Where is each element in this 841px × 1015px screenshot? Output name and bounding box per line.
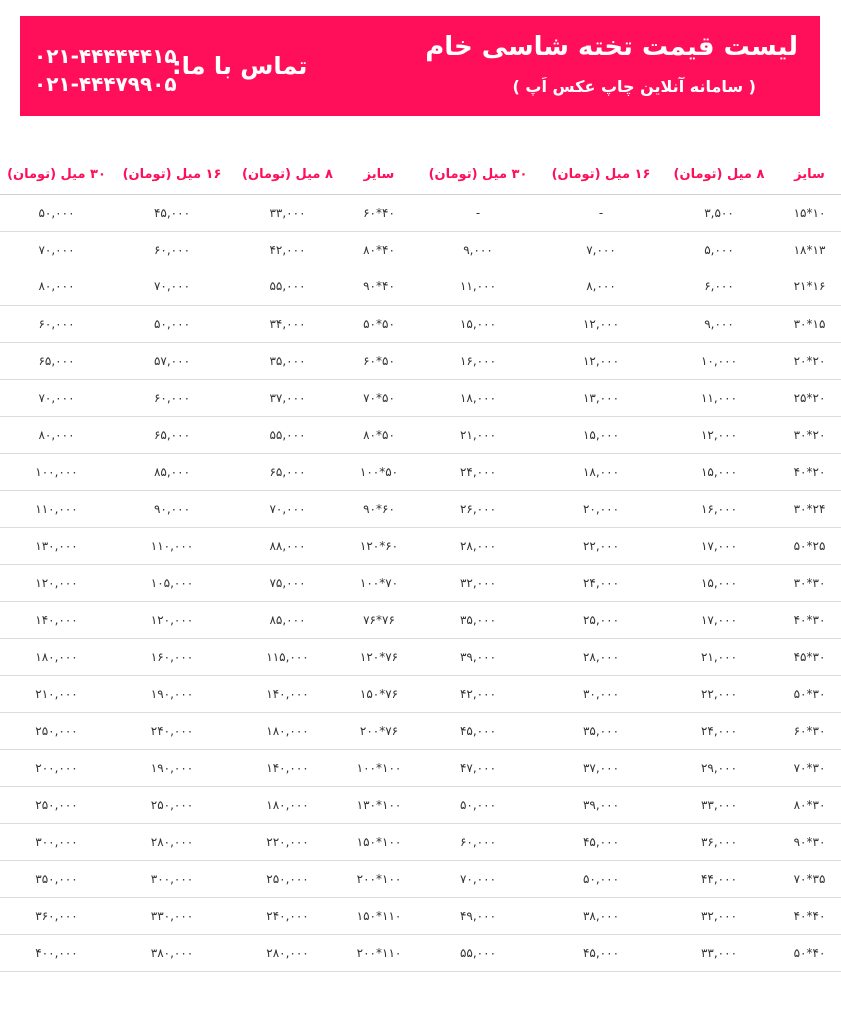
cell-16mm-price: ۵۷,۰۰۰	[113, 342, 231, 379]
cell-size: ۲۰*۲۰	[778, 342, 841, 379]
cell-8mm-price: ۴۴,۰۰۰	[660, 860, 778, 897]
cell-8mm-price: ۱۷,۰۰۰	[660, 601, 778, 638]
cell-16mm-price: ۱۹۰,۰۰۰	[113, 675, 231, 712]
cell-size: ۱۰۰*۲۰۰	[344, 860, 414, 897]
table-row	[0, 490, 841, 527]
cell-8mm-price: ۱۶,۰۰۰	[660, 490, 778, 527]
cell-size: ۱۱۰*۲۰۰	[344, 934, 414, 971]
cell-8mm-price: ۲۸۰,۰۰۰	[231, 934, 344, 971]
cell-8mm-price: ۷۵,۰۰۰	[231, 564, 344, 601]
cell-16mm-price: ۱۲,۰۰۰	[542, 305, 660, 342]
cell-8mm-price: ۶۵,۰۰۰	[231, 453, 344, 490]
table-row	[0, 453, 841, 490]
cell-30mm-price: ۴۵,۰۰۰	[414, 712, 542, 749]
cell-30mm-price: ۵۰,۰۰۰	[0, 194, 113, 231]
cell-16mm-price: ۳۵,۰۰۰	[542, 712, 660, 749]
cell-size: ۲۴*۳۰	[778, 490, 841, 527]
cell-30mm-price: ۱۵,۰۰۰	[414, 305, 542, 342]
cell-size: ۵۰*۷۰	[344, 379, 414, 416]
column-header-16mm: ۱۶ میل (تومان)	[542, 156, 660, 194]
cell-30mm-price: ۳۵۰,۰۰۰	[0, 860, 113, 897]
cell-8mm-price: ۳۵,۰۰۰	[231, 342, 344, 379]
page-subtitle: ( سامانه آنلاین چاپ عکس اَپ )	[512, 77, 756, 96]
cell-size: ۲۵*۵۰	[778, 527, 841, 564]
table-row	[0, 749, 841, 786]
table-row	[0, 860, 841, 897]
column-header-30mm: ۳۰ میل (تومان)	[0, 156, 113, 194]
cell-size: ۵۰*۶۰	[344, 342, 414, 379]
cell-16mm-price: ۳۹,۰۰۰	[542, 786, 660, 823]
table-row	[0, 527, 841, 564]
price-table	[0, 156, 841, 972]
cell-size: ۴۰*۸۰	[363, 242, 395, 257]
cell-size: ۳۰*۹۰	[778, 823, 841, 860]
cell-16mm-price: ۳۸۰,۰۰۰	[113, 934, 231, 971]
cell-16mm-price: ۶۰,۰۰۰	[113, 379, 231, 416]
cell-16mm-price: ۷۰,۰۰۰	[113, 268, 231, 305]
cell-8mm-price: ۱۵,۰۰۰	[660, 453, 778, 490]
cell-size: ۵۰*۵۰	[344, 305, 414, 342]
cell-8mm-price: ۳۶,۰۰۰	[660, 823, 778, 860]
cell-size: ۴۰*۵۰	[778, 934, 841, 971]
cell-30mm-price: ۳۹,۰۰۰	[414, 638, 542, 675]
cell-8mm-price: ۳,۵۰۰	[660, 194, 778, 231]
cell-16mm-price: ۳۸,۰۰۰	[542, 897, 660, 934]
cell-size: ۳۰*۶۰	[778, 712, 841, 749]
cell-16mm-price: ۱۹۰,۰۰۰	[113, 749, 231, 786]
cell-30mm-price: ۸۰,۰۰۰	[0, 416, 113, 453]
cell-size: ۶۰*۱۲۰	[344, 527, 414, 564]
cell-30mm-price: ۵۰,۰۰۰	[414, 786, 542, 823]
cell-30mm-price: ۲۸,۰۰۰	[414, 527, 542, 564]
cell-30mm-price: ۳۲,۰۰۰	[414, 564, 542, 601]
cell-16mm-price: -	[542, 194, 660, 231]
cell-16mm-price: ۳۰,۰۰۰	[542, 675, 660, 712]
cell-size: ۲۰*۲۵	[778, 379, 841, 416]
cell-30mm-price: ۴۲,۰۰۰	[414, 675, 542, 712]
cell-16mm-price: ۶۰,۰۰۰	[153, 242, 191, 257]
cell-16mm-price: ۲۵,۰۰۰	[542, 601, 660, 638]
cell-8mm-price: ۲۱,۰۰۰	[660, 638, 778, 675]
cell-size: ۷۰*۱۰۰	[344, 564, 414, 601]
cell-8mm-price: ۱۱,۰۰۰	[660, 379, 778, 416]
cell-30mm-price: ۴۷,۰۰۰	[414, 749, 542, 786]
cell-8mm-price: ۵۵,۰۰۰	[231, 268, 344, 305]
cell-16mm-price: ۴۵,۰۰۰	[542, 823, 660, 860]
column-header-size: سایز	[344, 156, 414, 194]
cell-8mm-price: ۹,۰۰۰	[660, 305, 778, 342]
cell-8mm-price: ۲۴,۰۰۰	[660, 712, 778, 749]
cell-30mm-price: ۲۱۰,۰۰۰	[0, 675, 113, 712]
cell-size: ۷۶*۷۶	[344, 601, 414, 638]
cell-16mm-price: ۱۶۰,۰۰۰	[113, 638, 231, 675]
cell-30mm-price: ۲۰۰,۰۰۰	[0, 749, 113, 786]
cell-30mm-price: ۴۹,۰۰۰	[414, 897, 542, 934]
table-row	[0, 934, 841, 971]
cell-8mm-price: ۶,۰۰۰	[660, 268, 778, 305]
cell-8mm-price: ۳۴,۰۰۰	[231, 305, 344, 342]
cell-30mm-price: ۲۶,۰۰۰	[414, 490, 542, 527]
table-row	[0, 564, 841, 601]
cell-8mm-price: ۱۷,۰۰۰	[660, 527, 778, 564]
cell-30mm-price: ۳۰۰,۰۰۰	[0, 823, 113, 860]
cell-30mm-price: ۶۰,۰۰۰	[0, 305, 113, 342]
table-row	[0, 416, 841, 453]
cell-8mm-price: ۸۸,۰۰۰	[231, 527, 344, 564]
cell-30mm-price: ۱۱۰,۰۰۰	[0, 490, 113, 527]
cell-16mm-price: ۲۵۰,۰۰۰	[113, 786, 231, 823]
cell-30mm-price: ۲۴,۰۰۰	[414, 453, 542, 490]
table-row	[0, 675, 841, 712]
cell-8mm-price: ۵,۰۰۰	[704, 242, 734, 257]
cell-30mm-price: ۵۵,۰۰۰	[414, 934, 542, 971]
cell-8mm-price: ۲۲,۰۰۰	[660, 675, 778, 712]
cell-30mm-price: ۷۰,۰۰۰	[38, 242, 75, 257]
cell-16mm-price: ۴۵,۰۰۰	[113, 194, 231, 231]
cell-size: ۱۰۰*۱۵۰	[344, 823, 414, 860]
cell-8mm-price: ۱۱۵,۰۰۰	[231, 638, 344, 675]
cell-16mm-price: ۱۸,۰۰۰	[542, 453, 660, 490]
cell-16mm-price: ۲۴۰,۰۰۰	[113, 712, 231, 749]
cell-30mm-price: ۳۵,۰۰۰	[414, 601, 542, 638]
cell-16mm-price: ۳۳۰,۰۰۰	[113, 897, 231, 934]
table-row	[0, 379, 841, 416]
cell-8mm-price: ۱۵,۰۰۰	[660, 564, 778, 601]
cell-size: ۴۰*۶۰	[344, 194, 414, 231]
cell-30mm-price: ۱۲۰,۰۰۰	[0, 564, 113, 601]
table-row	[0, 342, 841, 379]
cell-16mm-price: ۳۰۰,۰۰۰	[113, 860, 231, 897]
cell-16mm-price: ۶۵,۰۰۰	[113, 416, 231, 453]
cell-30mm-price: ۱۶,۰۰۰	[414, 342, 542, 379]
cell-8mm-price: ۳۳,۰۰۰	[660, 934, 778, 971]
cell-30mm-price: ۶۰,۰۰۰	[414, 823, 542, 860]
cell-size: ۳۰*۴۵	[778, 638, 841, 675]
cell-8mm-price: ۱۴۰,۰۰۰	[231, 675, 344, 712]
cell-8mm-price: ۳۲,۰۰۰	[660, 897, 778, 934]
cell-30mm-price: ۲۵۰,۰۰۰	[0, 712, 113, 749]
cell-30mm-price: ۱۸,۰۰۰	[414, 379, 542, 416]
cell-30mm-price: -	[414, 194, 542, 231]
cell-16mm-price: ۲۸,۰۰۰	[542, 638, 660, 675]
cell-8mm-price: ۳۷,۰۰۰	[231, 379, 344, 416]
cell-size: ۵۰*۱۰۰	[344, 453, 414, 490]
cell-16mm-price: ۲۸۰,۰۰۰	[113, 823, 231, 860]
cell-16mm-price: ۱۵,۰۰۰	[542, 416, 660, 453]
cell-8mm-price: ۳۳,۰۰۰	[231, 194, 344, 231]
cell-16mm-price: ۵۰,۰۰۰	[542, 860, 660, 897]
cell-16mm-price: ۱۰۵,۰۰۰	[113, 564, 231, 601]
price-table-body	[0, 194, 841, 971]
table-row	[0, 231, 841, 268]
cell-16mm-price: ۵۰,۰۰۰	[113, 305, 231, 342]
cell-30mm-price: ۹,۰۰۰	[463, 242, 493, 257]
cell-8mm-price: ۲۹,۰۰۰	[660, 749, 778, 786]
cell-8mm-price: ۱۸۰,۰۰۰	[231, 712, 344, 749]
cell-8mm-price: ۱۰,۰۰۰	[660, 342, 778, 379]
table-row	[0, 601, 841, 638]
cell-8mm-price: ۱۴۰,۰۰۰	[231, 749, 344, 786]
table-row	[0, 786, 841, 823]
cell-8mm-price: ۳۳,۰۰۰	[660, 786, 778, 823]
phone-number-2: ۰۲۱-۴۴۴۷۹۹۰۵	[34, 72, 177, 96]
cell-8mm-price: ۱۲,۰۰۰	[660, 416, 778, 453]
header-banner	[20, 16, 820, 116]
cell-8mm-price: ۲۴۰,۰۰۰	[231, 897, 344, 934]
table-row	[0, 823, 841, 860]
cell-8mm-price: ۸۵,۰۰۰	[231, 601, 344, 638]
cell-30mm-price: ۳۶۰,۰۰۰	[0, 897, 113, 934]
phone-number-1: ۰۲۱-۴۴۴۴۴۴۱۵	[34, 44, 177, 68]
cell-size: ۷۶*۲۰۰	[344, 712, 414, 749]
cell-30mm-price: ۲۵۰,۰۰۰	[0, 786, 113, 823]
cell-size: ۳۰*۵۰	[778, 675, 841, 712]
cell-size: ۳۰*۸۰	[778, 786, 841, 823]
table-row	[0, 305, 841, 342]
table-row	[0, 194, 841, 231]
cell-size: ۷۶*۱۲۰	[344, 638, 414, 675]
cell-size: ۱۶*۲۱	[778, 268, 841, 305]
cell-30mm-price: ۷۰,۰۰۰	[0, 379, 113, 416]
column-header-8mm: ۸ میل (تومان)	[660, 156, 778, 194]
cell-size: ۱۵*۳۰	[778, 305, 841, 342]
cell-size: ۴۰*۴۰	[778, 897, 841, 934]
cell-16mm-price: ۸۵,۰۰۰	[113, 453, 231, 490]
cell-size: ۳۰*۴۰	[778, 601, 841, 638]
cell-16mm-price: ۸,۰۰۰	[542, 268, 660, 305]
cell-30mm-price: ۲۱,۰۰۰	[414, 416, 542, 453]
cell-16mm-price: ۳۷,۰۰۰	[542, 749, 660, 786]
cell-30mm-price: ۱۰۰,۰۰۰	[0, 453, 113, 490]
cell-8mm-price: ۲۲۰,۰۰۰	[231, 823, 344, 860]
cell-16mm-price: ۹۰,۰۰۰	[113, 490, 231, 527]
column-header-8mm: ۸ میل (تومان)	[231, 156, 344, 194]
cell-16mm-price: ۱۲,۰۰۰	[542, 342, 660, 379]
cell-16mm-price: ۲۴,۰۰۰	[542, 564, 660, 601]
column-header-30mm: ۳۰ میل (تومان)	[414, 156, 542, 194]
contact-label: تماس با ما:	[172, 52, 308, 80]
cell-size: ۱۰۰*۱۰۰	[344, 749, 414, 786]
cell-size: ۲۰*۳۰	[778, 416, 841, 453]
cell-8mm-price: ۵۵,۰۰۰	[231, 416, 344, 453]
cell-size: ۳۰*۷۰	[778, 749, 841, 786]
cell-size: ۴۰*۹۰	[344, 268, 414, 305]
cell-size: ۱۰۰*۱۳۰	[344, 786, 414, 823]
cell-30mm-price: ۷۰,۰۰۰	[414, 860, 542, 897]
cell-size: ۱۳*۱۸	[793, 242, 826, 257]
cell-size: ۱۰*۱۵	[778, 194, 841, 231]
cell-16mm-price: ۴۵,۰۰۰	[542, 934, 660, 971]
cell-size: ۱۱۰*۱۵۰	[344, 897, 414, 934]
cell-30mm-price: ۱۱,۰۰۰	[414, 268, 542, 305]
table-header-row	[0, 156, 841, 194]
cell-size: ۳۰*۳۰	[778, 564, 841, 601]
cell-8mm-price: ۱۸۰,۰۰۰	[231, 786, 344, 823]
cell-size: ۶۰*۹۰	[344, 490, 414, 527]
column-header-size: سایز	[778, 156, 841, 194]
cell-30mm-price: ۱۴۰,۰۰۰	[0, 601, 113, 638]
cell-16mm-price: ۷,۰۰۰	[586, 242, 616, 257]
cell-8mm-price: ۴۲,۰۰۰	[269, 242, 306, 257]
cell-30mm-price: ۱۳۰,۰۰۰	[0, 527, 113, 564]
cell-size: ۲۰*۴۰	[778, 453, 841, 490]
table-row	[0, 897, 841, 934]
cell-8mm-price: ۲۵۰,۰۰۰	[231, 860, 344, 897]
cell-16mm-price: ۲۲,۰۰۰	[542, 527, 660, 564]
table-row	[0, 638, 841, 675]
page-title: لیست قیمت تخته شاسی خام	[425, 32, 798, 62]
cell-30mm-price: ۶۵,۰۰۰	[0, 342, 113, 379]
table-row	[0, 712, 841, 749]
column-header-16mm: ۱۶ میل (تومان)	[113, 156, 231, 194]
cell-30mm-price: ۸۰,۰۰۰	[0, 268, 113, 305]
cell-30mm-price: ۱۸۰,۰۰۰	[0, 638, 113, 675]
cell-30mm-price: ۴۰۰,۰۰۰	[0, 934, 113, 971]
cell-16mm-price: ۱۱۰,۰۰۰	[113, 527, 231, 564]
cell-8mm-price: ۷۰,۰۰۰	[231, 490, 344, 527]
cell-16mm-price: ۲۰,۰۰۰	[542, 490, 660, 527]
cell-size: ۵۰*۸۰	[344, 416, 414, 453]
cell-size: ۷۶*۱۵۰	[344, 675, 414, 712]
cell-16mm-price: ۱۲۰,۰۰۰	[113, 601, 231, 638]
cell-size: ۳۵*۷۰	[778, 860, 841, 897]
table-row	[0, 268, 841, 305]
cell-16mm-price: ۱۳,۰۰۰	[542, 379, 660, 416]
